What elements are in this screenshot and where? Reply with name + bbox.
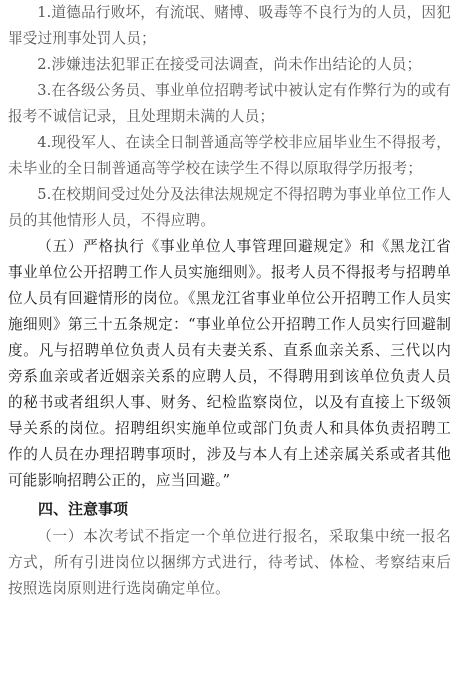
section-heading: 四、注意事项 <box>38 500 129 518</box>
clause-5-paragraph: 5.在校期间受过处分及法律法规规定不得招聘为事业单位工作人员的其他情形人员，不得应聘。 <box>8 186 451 229</box>
clause-2-paragraph: 2.涉嫌违法犯罪正在接受司法调查，尚未作出结论的人员； <box>37 56 422 73</box>
clause-4-paragraph: 4.现役军人、在读全日制普通高等学校非应届毕业生不得报考，未毕业的全日制普通高等学校在读学生不得以原取得学历报考； <box>8 134 451 177</box>
avoidance-rule-paragraph: （五）严格执行《事业单位人事管理回避规定》和《黑龙江省事业单位公开招聘工作人员实施细则》。报考人员不得报考与招聘单位人员有回避情形的岗位。《黑龙江省事业单位公开招聘工作人员实施细则》第三十五条规定：“事业单位公开招聘工作人员实行回避制度。凡与招聘单位负责人员有夫妻关系、直系血亲关系、三代以内旁系血亲或者近姻亲关系的应聘人员，不得聘用到该单位负责人员的秘书或者组织人事、财务、纪检监察岗位，以及有直接上下级领导关系的岗位。招聘组织实施单位或部门负责人和具体负责招聘工作的人员在办理招聘事项时，涉及与本人有上述亲属关系或者其他可能影响招聘公正的，应当回避。” <box>8 238 451 489</box>
registration-paragraph: （一）本次考试不指定一个单位进行报名，采取集中统一报名方式，所有引进岗位以捆绑方式进行，待考试、体检、考察结束后按照选岗原则进行选岗确定单位。 <box>8 528 451 597</box>
clause-1-paragraph: 1.道德品行败坏，有流氓、赌博、吸毒等不良行为的人员，因犯罪受过刑事处罚人员； <box>8 4 451 47</box>
clause-3-paragraph: 3.在各级公务员、事业单位招聘考试中被认定有作弊行为的或有报考不诚信记录，且处理期未满的人员； <box>8 82 451 125</box>
